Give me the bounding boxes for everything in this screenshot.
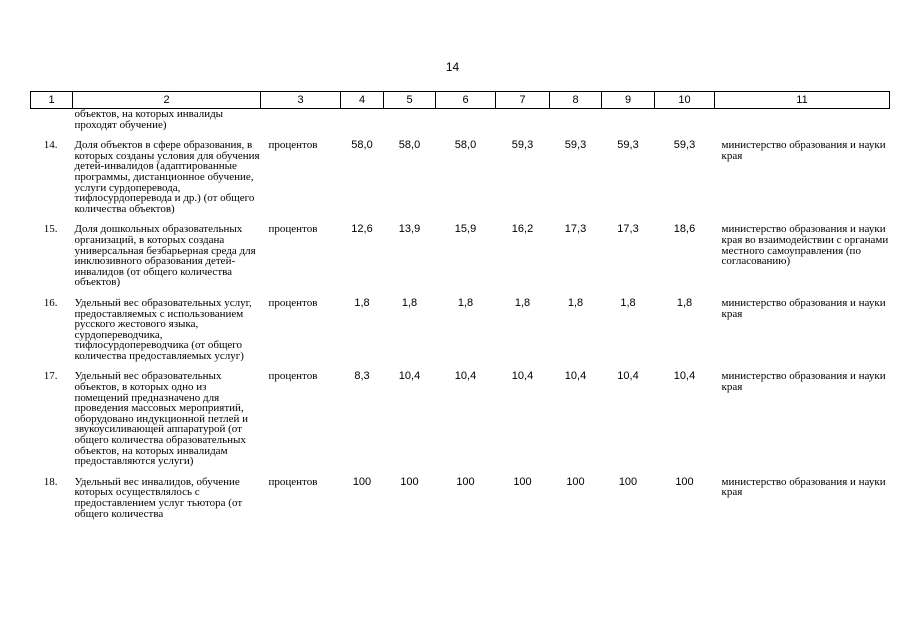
indicator-name: Удельный вес инвалидов, обучение которых осуществлялось с предоставлением услуг тьютора (от общего количества [74, 475, 243, 520]
value-cell: 10,4 [617, 370, 639, 383]
value-cell: 100 [513, 475, 532, 488]
value-cell: 100 [618, 475, 638, 488]
header-col-5: 5 [384, 92, 436, 109]
indicator-name: Удельный вес образовательных объектов, в которых одно из помещений предназначено для проведения массовых мероприятий, оборудовано индукционной петлей и звукоусиливающей аппаратурой (от общего количества образовательных объектов, на которых инвалидам предоставляются услуги) [74, 370, 249, 468]
header-col-3: 3 [261, 92, 341, 109]
value-cell: 58,0 [454, 139, 477, 152]
value-cell: 100 [566, 475, 585, 488]
unit-cell: процентов [268, 296, 318, 309]
continuation-row [31, 109, 890, 131]
value-cell: 1,8 [676, 296, 693, 309]
header-col-11: 11 [715, 92, 890, 109]
value-cell: 59,3 [673, 139, 696, 152]
value-cell: 10,4 [564, 370, 587, 383]
value-cell: 8,3 [354, 370, 370, 383]
value-cell: 59,3 [511, 139, 534, 152]
header-col-1: 1 [31, 92, 73, 109]
row-number: 18. [43, 475, 58, 488]
row-number: 16. [43, 296, 58, 309]
value-cell: 59,3 [564, 139, 587, 152]
unit-cell: процентов [268, 475, 318, 488]
table-row [31, 467, 890, 519]
header-col-9: 9 [602, 92, 655, 109]
table-row [31, 130, 890, 214]
value-cell: 100 [456, 475, 475, 488]
continuation-empty [261, 109, 890, 131]
table-row [31, 214, 890, 288]
value-cell: 15,9 [454, 223, 477, 236]
row-number: 14. [43, 139, 58, 152]
header-col-10: 10 [655, 92, 715, 109]
responsible-cell: министерство образования и науки края во взаимодействии с органами местного самоуправления (по согласованию) [721, 223, 889, 268]
value-cell: 10,4 [398, 370, 421, 383]
header-row [31, 92, 890, 109]
unit-cell: процентов [268, 370, 318, 383]
indicator-name: Удельный вес образовательных услуг, предоставляемых с использованием русского жестового языка, сурдопереводчика, тифлосурдопереводчика (от общего количества предоставляемых услуг) [74, 296, 252, 362]
value-cell: 1,8 [457, 296, 474, 309]
value-cell: 10,4 [673, 370, 696, 383]
value-cell: 1,8 [401, 296, 418, 309]
value-cell: 1,8 [567, 296, 584, 309]
unit-cell: процентов [268, 139, 318, 152]
value-cell: 1,8 [620, 296, 636, 309]
unit-cell: процентов [268, 223, 318, 236]
value-cell: 59,3 [617, 139, 639, 152]
value-cell: 58,0 [398, 139, 421, 152]
header-col-2: 2 [73, 92, 261, 109]
value-cell: 16,2 [511, 223, 534, 236]
value-cell: 1,8 [354, 296, 370, 309]
value-cell: 10,4 [511, 370, 534, 383]
responsible-cell: министерство образования и науки края [721, 475, 886, 499]
table-row [31, 361, 890, 466]
value-cell: 1,8 [514, 296, 531, 309]
header-col-6: 6 [436, 92, 496, 109]
responsible-cell: министерство образования и науки края [721, 296, 886, 320]
page-number: 14 [445, 60, 460, 74]
value-cell: 58,0 [351, 139, 373, 152]
responsible-cell: министерство образования и науки края [721, 370, 886, 394]
value-cell: 100 [675, 475, 694, 488]
row-number: 17. [43, 370, 58, 383]
value-cell: 12,6 [351, 223, 373, 236]
value-cell: 13,9 [398, 223, 421, 236]
continuation-name: объектов, на которых инвалиды проходят обучение) [74, 108, 224, 131]
header-col-8: 8 [550, 92, 602, 109]
header-col-7: 7 [496, 92, 550, 109]
indicators-table [30, 91, 890, 519]
value-cell: 10,4 [454, 370, 477, 383]
indicator-name: Доля дошкольных образовательных организаций, в которых создана универсальная безбарьерная среда для инклюзивного образования детей-инвалидов (от общего количества объектов) [74, 223, 256, 289]
header-col-4: 4 [341, 92, 384, 109]
table-header [31, 92, 890, 109]
value-cell: 100 [352, 475, 372, 488]
continuation-num [31, 109, 73, 131]
table-row [31, 288, 890, 362]
value-cell: 100 [400, 475, 419, 488]
row-number: 15. [43, 223, 58, 236]
indicator-name: Доля объектов в сфере образования, в которых созданы условия для обучения детей-инвалидов (адаптированные программы, дистанционное обучение, услуги сурдоперевода, тифлосурдоперевода и др.) (от общего количества объектов) [74, 139, 260, 215]
value-cell: 17,3 [564, 223, 587, 236]
value-cell: 18,6 [673, 223, 696, 236]
value-cell: 17,3 [617, 223, 639, 236]
responsible-cell: министерство образования и науки края [721, 139, 886, 162]
